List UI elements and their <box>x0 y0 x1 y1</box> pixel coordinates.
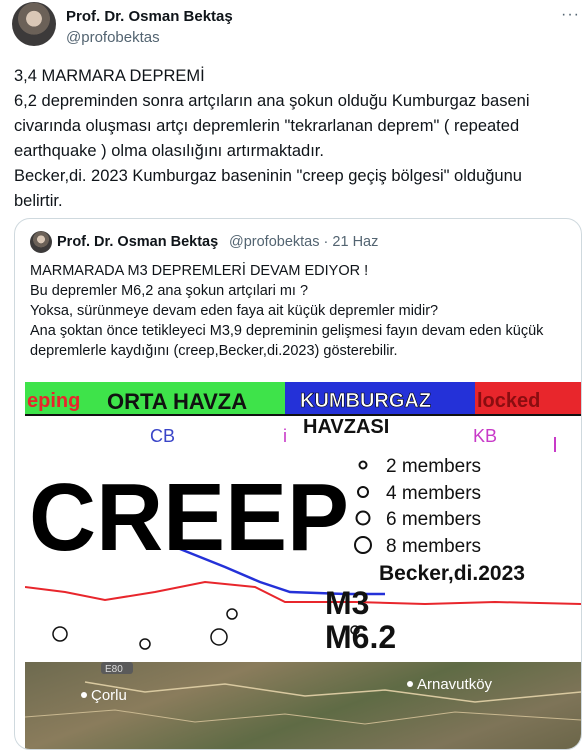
legend-item: 8 members <box>386 536 482 557</box>
quoted-map-image[interactable] <box>25 662 581 750</box>
band-label-havzasi: HAVZASI <box>303 416 390 438</box>
label-cb: CB <box>150 426 176 446</box>
quoted-author-name: Prof. Dr. Osman Bektaş <box>57 234 219 250</box>
more-options-icon[interactable]: ··· <box>561 6 580 23</box>
tweet-text: 3,4 MARMARA DEPREMİ 6,2 depreminden sonra artçıların ana şokun olduğu Kumburgaz baseni civarında oluşması artçı depremlerin "tekrarlanan deprem" ( repeated earthquake ) olma olasılığını artırmaktadır. Becker,di. 2023 Kumburgaz baseninin "creep geçiş bölgesi" olduğunu belirtir. <box>14 67 530 210</box>
creep-title: CREEP <box>29 464 349 571</box>
label-kb: KB <box>473 426 498 446</box>
tick-mark: i <box>283 426 287 446</box>
quoted-author-avatar <box>30 231 52 253</box>
quoted-figure-image[interactable] <box>25 382 581 662</box>
quoted-date: 21 Haz <box>332 234 379 250</box>
figure-source: Becker,di.2023 <box>379 562 525 585</box>
meta-separator: · <box>323 234 329 250</box>
creep-figure <box>25 382 581 662</box>
label-m3: M3 <box>325 585 370 621</box>
band-label-locked: locked <box>477 390 541 412</box>
legend-item: 6 members <box>386 509 482 530</box>
label-m62: M6.2 <box>325 619 397 655</box>
quoted-tweet[interactable] <box>14 218 582 750</box>
author-avatar[interactable] <box>12 2 56 46</box>
author-name[interactable]: Prof. Dr. Osman Bektaş <box>66 8 233 25</box>
quoted-text: MARMARADA M3 DEPREMLERİ DEVAM EDIYOR ! Bu depremler M6,2 ana şokun artçılari mı ? Yoksa, sürünmeye devam eden faya ait küçük depremler midir? Ana şoktan önce tetikleyeci M3,9 depreminin gelişmesi fayın devam eden küçük depremlerle kaydığını (creep,Becker,di.2023) gösterebilir. <box>30 263 544 359</box>
map-road-label: E80 <box>105 664 123 675</box>
band-label-orta: ORTA HAVZA <box>107 389 248 414</box>
legend <box>355 456 481 557</box>
map-town-corlu: Çorlu <box>91 687 127 704</box>
band-label-kumburgaz: KUMBURGAZ <box>300 390 432 412</box>
map-overlay <box>25 662 581 750</box>
band-label-left: eping <box>27 390 81 412</box>
legend-item: 2 members <box>386 456 482 477</box>
author-handle[interactable]: @profobektas <box>66 29 160 46</box>
quoted-author-handle: @profobektas <box>229 234 320 250</box>
quoted-author-meta <box>229 234 378 250</box>
map-town-arnavutkoy: Arnavutköy <box>417 676 493 693</box>
legend-item: 4 members <box>386 483 482 504</box>
